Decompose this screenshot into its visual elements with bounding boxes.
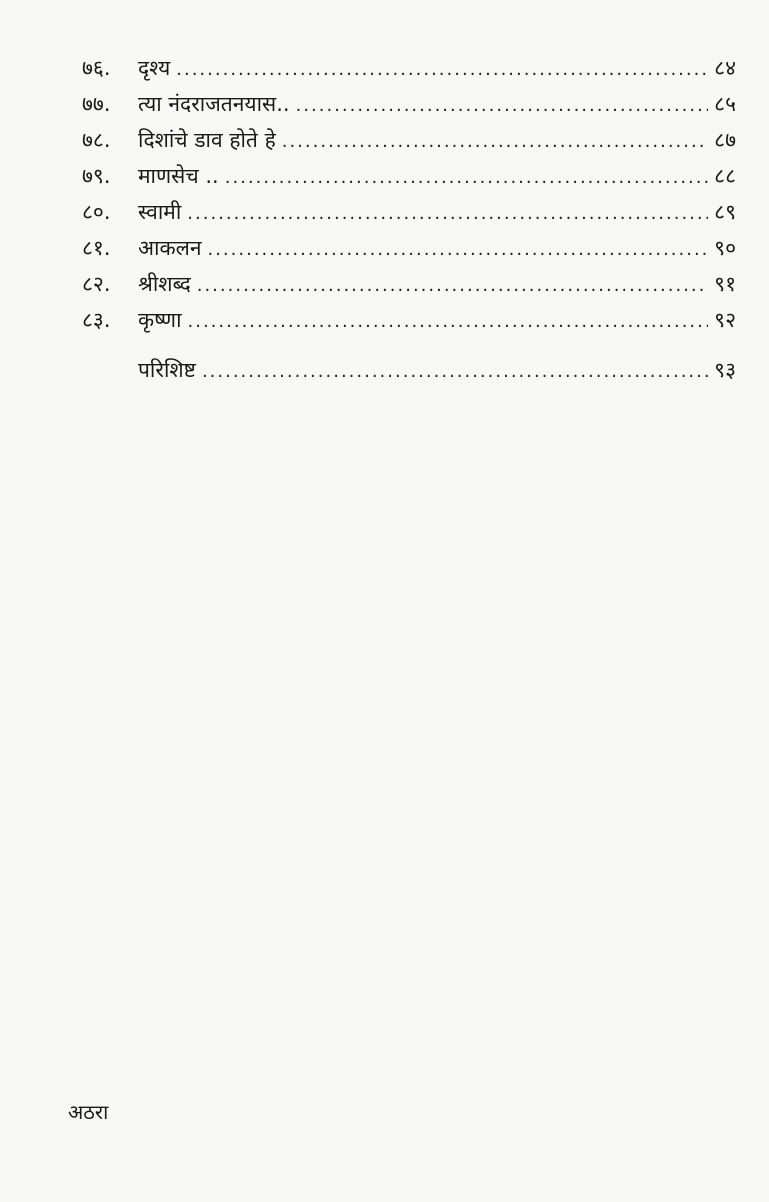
toc-appendix-page: ९३ [714, 358, 736, 382]
toc-entry [82, 50, 736, 86]
toc-entry-number: ८१. [82, 236, 111, 260]
toc-entry-title: श्रीशब्द [138, 272, 191, 296]
toc-entry-title: कृष्णा [138, 308, 182, 332]
toc-entry [82, 194, 736, 230]
toc-entry-number: ८३. [82, 308, 111, 332]
dot-leader [187, 196, 708, 232]
toc-entry-page: ८४ [714, 56, 736, 80]
toc-entry-number: ८२. [82, 272, 111, 296]
toc-entry-page: ८८ [714, 164, 736, 188]
toc-entry [82, 266, 736, 302]
dot-leader [296, 88, 709, 124]
toc-entry-title: स्वामी [138, 200, 182, 224]
toc-appendix-title: परिशिष्ट [138, 358, 196, 382]
toc-entry-title: माणसेच .. [138, 164, 219, 188]
toc-entry-title: दिशांचे डाव होते हे [138, 128, 276, 152]
toc-entry-page: ९१ [714, 272, 736, 296]
toc-entry-number: ८०. [82, 200, 111, 224]
dot-leader [176, 52, 708, 88]
toc-entry-title: दृश्य [138, 56, 171, 80]
dot-leader [202, 354, 708, 390]
dot-leader [282, 124, 708, 160]
dot-leader [225, 160, 708, 196]
toc-entry [82, 86, 736, 122]
toc-entry-number: ७६. [82, 56, 111, 80]
toc-entry-title: त्या नंदराजतनयास.. [138, 92, 290, 116]
toc-entry-page: ८५ [714, 92, 736, 116]
toc-entry-page: ९० [714, 236, 736, 260]
toc-entry [82, 122, 736, 158]
page-number-label: अठरा [68, 1100, 109, 1124]
dot-leader [188, 304, 709, 340]
toc-entry-number: ७७. [82, 92, 111, 116]
dot-leader [207, 232, 708, 268]
toc-entry-number: ७९. [82, 164, 111, 188]
toc-entry-page: ९२ [714, 308, 736, 332]
toc-entry-page: ८७ [714, 128, 736, 152]
toc-entry [82, 230, 736, 266]
toc-appendix-entry [82, 352, 736, 388]
toc-entry-page: ८९ [714, 200, 736, 224]
table-of-contents [82, 50, 736, 388]
dot-leader [197, 268, 708, 304]
toc-entry-title: आकलन [138, 236, 202, 260]
toc-entry [82, 158, 736, 194]
toc-entry [82, 302, 736, 338]
toc-entry-number: ७८. [82, 128, 111, 152]
